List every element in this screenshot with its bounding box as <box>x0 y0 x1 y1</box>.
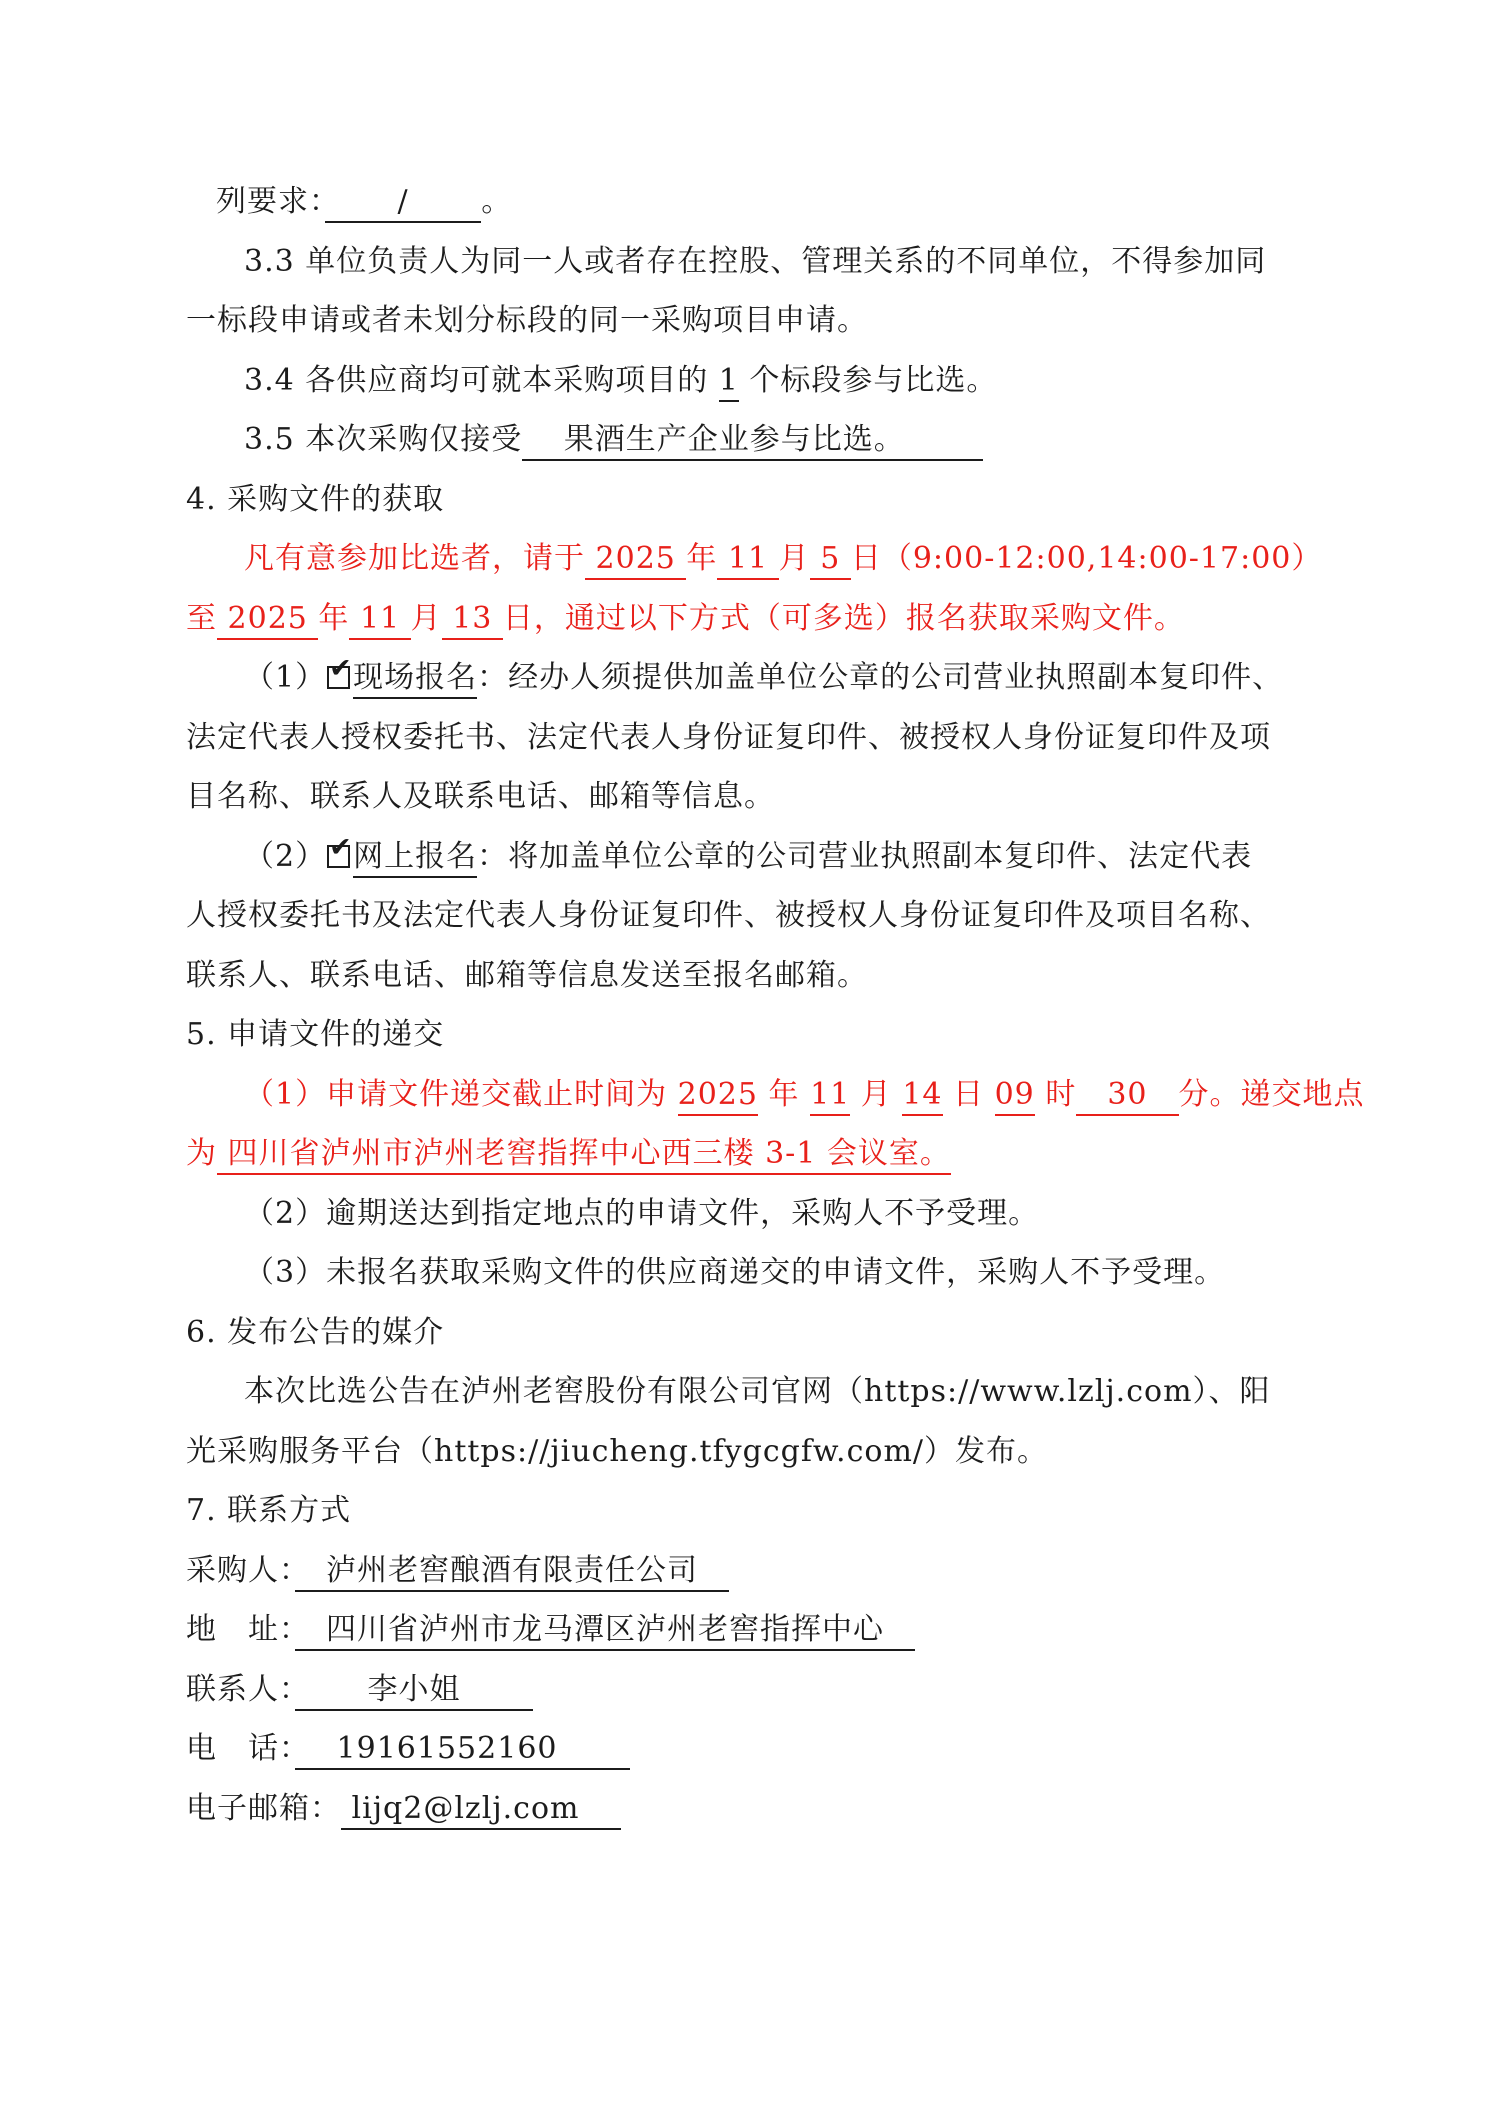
text-run: 至 <box>186 600 217 636</box>
text-run: 地 址： <box>186 1612 295 1647</box>
section-5-item-2 <box>186 1184 1356 1244</box>
text-run: 7. 联系方式 <box>186 1493 352 1528</box>
contact-phone <box>186 1719 1356 1779</box>
section-5-item-1-line-1 <box>186 1065 1365 1125</box>
online-registration-line-1 <box>186 827 1356 887</box>
text-run: 法定代表人授权委托书、法定代表人身份证复印件、被授权人身份证复印件及项 <box>186 719 1271 755</box>
onsite-registration-line-3 <box>186 767 1356 827</box>
underlined-text: 泸州老窖酿酒有限责任公司 <box>295 1553 729 1592</box>
text-run: 分。递交地点 <box>1178 1076 1365 1112</box>
text-run: 月 <box>778 541 810 576</box>
underlined-text: 李小姐 <box>295 1672 533 1711</box>
underlined-text: 现场报名 <box>353 660 477 699</box>
text-run: 时 <box>1034 1076 1077 1112</box>
checked-checkbox-icon <box>327 653 353 689</box>
line-requirements-blank <box>186 172 1356 232</box>
text-run: 凡有意参加比选者，请于 <box>244 541 585 576</box>
check-mark-icon: ✔ <box>329 831 353 863</box>
underlined-text: 2025 <box>585 541 686 580</box>
underlined-text: 1 <box>719 363 739 402</box>
text-run: 采购人： <box>186 1552 295 1588</box>
check-mark-icon: ✔ <box>329 653 353 684</box>
text-run: 本次比选公告在泸州老窖股份有限公司官网（https://www.lzlj.com）、阳 <box>244 1374 1271 1409</box>
text-run: ：将加盖单位公章的公司营业执照副本复印件、法定代表 <box>477 838 1253 874</box>
text-run: 月 <box>850 1076 903 1112</box>
contact-email <box>186 1779 1356 1839</box>
section-5-item-1-line-2 <box>186 1124 1356 1184</box>
text-run: 日 <box>942 1076 995 1112</box>
underlined-text: 四川省泸州市龙马潭区泸州老窖指挥中心 <box>295 1612 915 1651</box>
underlined-text: 11 <box>810 1077 850 1116</box>
underlined-text: 09 <box>995 1077 1035 1116</box>
text-run: （1）申请文件递交截止时间为 <box>244 1076 678 1112</box>
section-6-para-line-1 <box>186 1362 1356 1422</box>
clause-3-5 <box>186 410 1356 470</box>
contact-phone-value: 19161552160 <box>295 1731 630 1770</box>
online-registration-line-3 <box>186 946 1356 1006</box>
online-registration-line-2 <box>186 886 1356 946</box>
text-run: 3.4 各供应商均可就本采购项目的 <box>244 362 719 398</box>
text-run: 年 <box>318 600 350 636</box>
text-run: 联系人： <box>186 1671 295 1707</box>
text-run: （1） <box>244 660 327 695</box>
text-run: 5. 申请文件的递交 <box>186 1017 445 1052</box>
section-5-item-3 <box>186 1243 1356 1303</box>
clause-3-3-line-1 <box>186 232 1356 292</box>
text-run: 6. 发布公告的媒介 <box>186 1314 445 1350</box>
underlined-text: 5 <box>810 541 851 580</box>
section-5-heading <box>186 1005 1356 1065</box>
underlined-text: 网上报名 <box>353 839 477 878</box>
text-run: （2） <box>244 838 327 874</box>
checked-checkbox-icon <box>327 831 353 868</box>
underlined-text: 四川省泸州市泸州老窖指挥中心西三楼 3-1 会议室。 <box>217 1136 951 1175</box>
text-run: 3.5 本次采购仅接受 <box>244 422 523 457</box>
section-6-para-line-2 <box>186 1422 1356 1482</box>
section-6-heading <box>186 1303 1356 1363</box>
contact-address <box>186 1600 1356 1660</box>
text-run: 月 <box>410 600 442 636</box>
text-run: 年 <box>686 541 718 576</box>
text-run: 日（9:00-12:00,14:00-17:00） <box>850 541 1323 576</box>
underlined-text: / <box>325 184 481 223</box>
text-run: 列要求： <box>216 184 325 219</box>
text-run: 联系人、联系电话、邮箱等信息发送至报名邮箱。 <box>186 957 868 993</box>
underlined-text: lijq2@lzlj.com <box>341 1791 621 1830</box>
text-run: 日，通过以下方式（可多选）报名获取采购文件。 <box>502 600 1185 636</box>
contact-person <box>186 1660 1356 1720</box>
onsite-registration-line-1 <box>186 648 1356 708</box>
document-body <box>186 172 1365 1838</box>
text-run: 目名称、联系人及联系电话、邮箱等信息。 <box>186 779 775 814</box>
onsite-registration-line-2 <box>186 708 1356 768</box>
text-run: 。 <box>481 184 513 219</box>
text-run: 为 <box>186 1136 217 1171</box>
text-run: （2）逾期送达到指定地点的申请文件，采购人不予受理。 <box>244 1195 1040 1231</box>
underlined-text: 13 <box>442 601 503 640</box>
clause-3-3-line-2 <box>186 291 1356 351</box>
text-run: （3）未报名获取采购文件的供应商递交的申请文件，采购人不予受理。 <box>244 1255 1226 1290</box>
text-run: 人授权委托书及法定代表人身份证复印件、被授权人身份证复印件及项目名称、 <box>186 898 1271 933</box>
text-run: ：经办人须提供加盖单位公章的公司营业执照副本复印件、 <box>477 660 1284 695</box>
text-run: 个标段参与比选。 <box>738 362 998 398</box>
contact-purchaser <box>186 1541 1356 1601</box>
text-run: 一标段申请或者未划分标段的同一采购项目申请。 <box>186 303 868 338</box>
section-4-heading <box>186 470 1356 530</box>
underlined-text: 14 <box>902 1077 942 1116</box>
clause-3-4 <box>186 351 1356 411</box>
underlined-text: 2025 <box>217 601 318 640</box>
underlined-text: 11 <box>717 541 778 580</box>
text-run: 4. 采购文件的获取 <box>186 481 445 517</box>
text-run: 光采购服务平台（https://jiucheng.tfygcgfw.com/）发布。 <box>186 1433 1049 1469</box>
contact-phone-label: 电 话： <box>186 1731 295 1766</box>
underlined-text: 2025 <box>678 1077 758 1116</box>
underlined-text: 30 <box>1076 1077 1178 1116</box>
section-4-para-line-2 <box>186 589 1356 649</box>
section-7-heading <box>186 1481 1356 1541</box>
text-run: 年 <box>757 1076 811 1112</box>
underlined-text: 11 <box>349 601 410 640</box>
underlined-text: 果酒生产企业参与比选。 <box>522 422 983 461</box>
text-run: 3.3 单位负责人为同一人或者存在控股、管理关系的不同单位，不得参加同 <box>244 243 1267 279</box>
section-4-para-line-1 <box>186 529 1356 589</box>
text-run: 电子邮箱： <box>186 1790 341 1826</box>
